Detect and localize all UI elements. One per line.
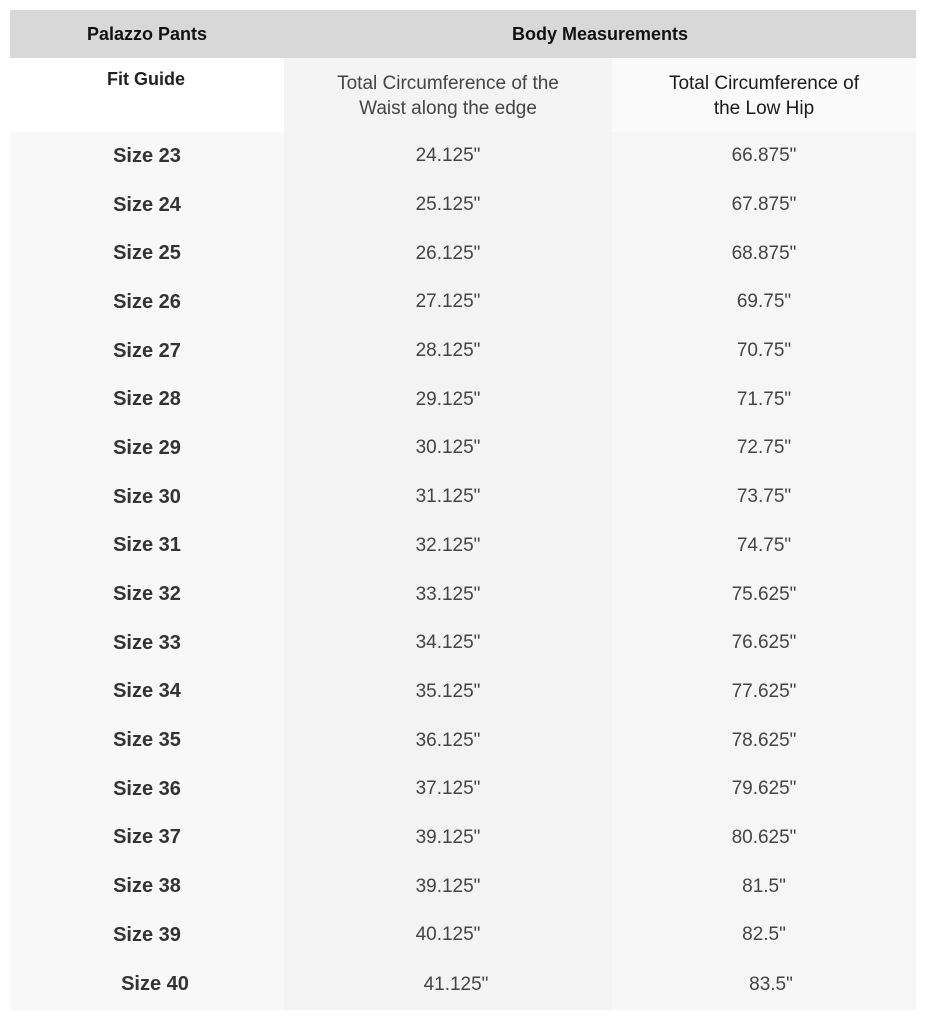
- waist-column-header: [284, 58, 612, 132]
- waist-cell: 37.125": [284, 765, 612, 814]
- table-row: [10, 522, 916, 571]
- hip-cell: 83.5": [612, 960, 916, 1010]
- size-cell: Size 32: [10, 570, 284, 619]
- waist-cell: 39.125": [284, 862, 612, 911]
- table-row: [10, 375, 916, 424]
- hip-cell: 69.75": [612, 278, 916, 327]
- hip-cell: 68.875": [612, 229, 916, 278]
- hip-cell: 75.625": [612, 570, 916, 619]
- size-cell: Size 27: [10, 327, 284, 376]
- size-cell: Size 37: [10, 814, 284, 863]
- size-cell: Size 23: [10, 132, 284, 181]
- waist-cell: 30.125": [284, 424, 612, 473]
- size-cell: Size 36: [10, 765, 284, 814]
- table-header-row: [10, 10, 916, 58]
- table-row: [10, 473, 916, 522]
- fit-guide-header: Fit Guide: [10, 58, 284, 132]
- waist-cell: 32.125": [284, 522, 612, 571]
- waist-cell: 26.125": [284, 229, 612, 278]
- table-row: [10, 278, 916, 327]
- hip-cell: 66.875": [612, 132, 916, 181]
- size-cell: Size 33: [10, 619, 284, 668]
- product-name-header: Palazzo Pants: [86, 23, 208, 44]
- hip-header-line-1: Total Circumference of: [668, 73, 860, 94]
- size-cell: Size 25: [10, 229, 284, 278]
- table-row: [10, 668, 916, 717]
- waist-cell: 25.125": [284, 181, 612, 230]
- size-cell: Size 38: [10, 862, 284, 911]
- hip-header-line-2: the Low Hip: [713, 98, 815, 119]
- table-row: [10, 814, 916, 863]
- table-row: [10, 911, 916, 960]
- table-row: [10, 327, 916, 376]
- table-row: [10, 132, 916, 181]
- table-row: [10, 960, 916, 1010]
- size-cell: Size 29: [10, 424, 284, 473]
- waist-cell: 35.125": [284, 668, 612, 717]
- size-cell: Size 26: [10, 278, 284, 327]
- waist-cell: 36.125": [284, 716, 612, 765]
- table-row: [10, 424, 916, 473]
- waist-cell: 41.125": [284, 960, 612, 1010]
- table-row: [10, 229, 916, 278]
- waist-header-line-1: Total Circumference of the: [337, 73, 559, 94]
- table-row: [10, 181, 916, 230]
- size-chart-table: [10, 10, 916, 1010]
- hip-cell: 78.625": [612, 716, 916, 765]
- hip-cell: 70.75": [612, 327, 916, 376]
- hip-cell: 74.75": [612, 522, 916, 571]
- size-cell: Size 30: [10, 473, 284, 522]
- waist-cell: 29.125": [284, 375, 612, 424]
- hip-cell: 79.625": [612, 765, 916, 814]
- waist-cell: 39.125": [284, 814, 612, 863]
- hip-cell: 72.75": [612, 424, 916, 473]
- hip-column-header: [612, 58, 916, 132]
- size-cell: Size 28: [10, 375, 284, 424]
- table-body: [10, 132, 916, 1010]
- waist-cell: 40.125": [284, 911, 612, 960]
- hip-cell: 76.625": [612, 619, 916, 668]
- size-cell: Size 35: [10, 716, 284, 765]
- waist-cell: 27.125": [284, 278, 612, 327]
- size-cell: Size 39: [10, 911, 284, 960]
- waist-cell: 33.125": [284, 570, 612, 619]
- waist-header-line-2: Waist along the edge: [359, 98, 537, 119]
- table-row: [10, 619, 916, 668]
- table-row: [10, 765, 916, 814]
- size-cell: Size 34: [10, 668, 284, 717]
- hip-cell: 73.75": [612, 473, 916, 522]
- column-subheader-row: [10, 58, 916, 132]
- table-row: [10, 716, 916, 765]
- size-cell: Size 40: [10, 960, 284, 1010]
- hip-cell: 77.625": [612, 668, 916, 717]
- hip-cell: 67.875": [612, 181, 916, 230]
- table-row: [10, 570, 916, 619]
- waist-cell: 24.125": [284, 132, 612, 181]
- table-row: [10, 862, 916, 911]
- waist-cell: 31.125": [284, 473, 612, 522]
- body-measurements-header: Body Measurements: [511, 23, 689, 44]
- hip-cell: 71.75": [612, 375, 916, 424]
- waist-cell: 28.125": [284, 327, 612, 376]
- waist-cell: 34.125": [284, 619, 612, 668]
- hip-cell: 82.5": [612, 911, 916, 960]
- size-cell: Size 31: [10, 522, 284, 571]
- hip-cell: 81.5": [612, 862, 916, 911]
- hip-cell: 80.625": [612, 814, 916, 863]
- size-cell: Size 24: [10, 181, 284, 230]
